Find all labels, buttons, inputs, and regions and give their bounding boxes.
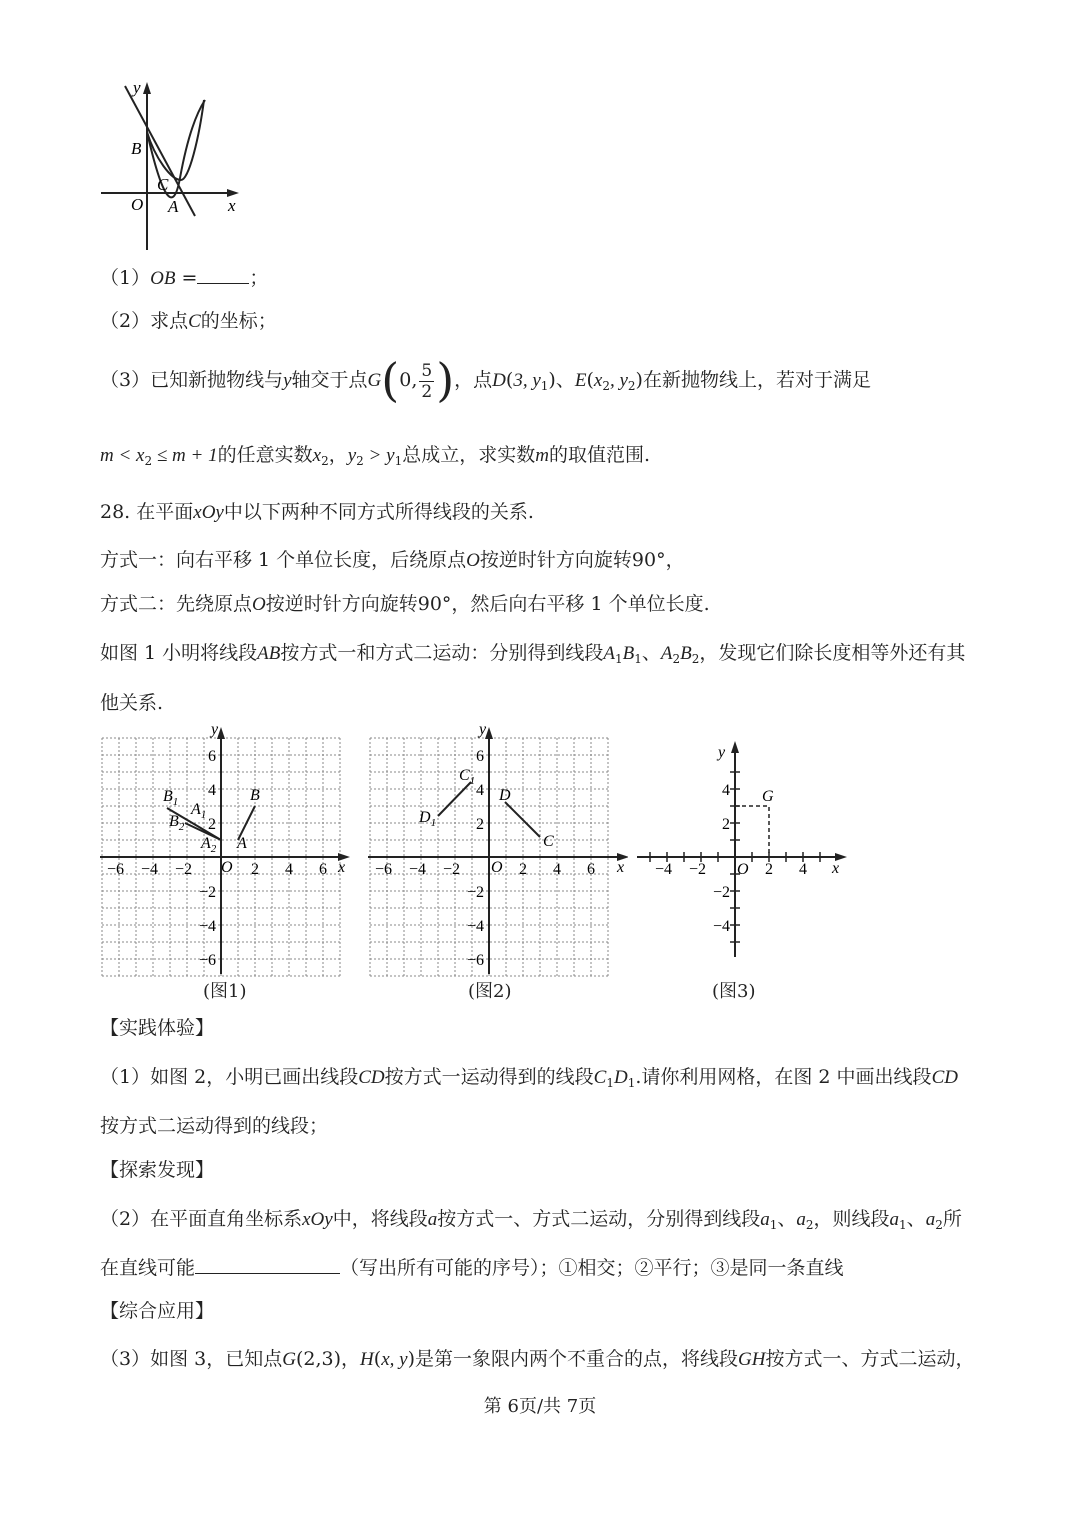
fig3-ytick: 4 (722, 782, 730, 799)
fig1-ytick: 4 (208, 782, 216, 799)
fig3-xtick: 2 (765, 861, 773, 878)
fig3-label-y: y (718, 744, 726, 761)
section-explore-heading: 【探索发现】 (100, 1159, 215, 1181)
fig2-label-d1: $D_1$ (419, 809, 437, 829)
figure-1 (95, 722, 355, 977)
q27-p1-eq: = (181, 267, 198, 289)
fig2-ytick: 4 (476, 782, 484, 799)
q27-p3-mid2: ，点 (454, 369, 493, 391)
q27-p3-e: E (574, 370, 587, 391)
q27-p3-end: 在新抛物线上，若对于满足 (642, 369, 871, 391)
fig2-label-d: D (499, 787, 511, 804)
q28-way1: 方式一：向右平移 1 个单位长度，后绕原点O按逆时针方向旋转90°， (100, 549, 685, 571)
fig1-label-a2: $A_2$ (201, 835, 217, 855)
fig3-caption: (图3) (712, 981, 756, 1002)
section-practice-heading: 【实践体验】 (100, 1017, 215, 1039)
fig2-label-c1: $C_1$ (459, 767, 476, 787)
fig1-xtick: 2 (251, 861, 259, 878)
label-b: B (131, 139, 142, 158)
q28-s2-answer-blank[interactable] (195, 1273, 340, 1274)
page-footer: 第 6页/共 7页 (483, 1396, 597, 1417)
fig1-xtick: 6 (319, 861, 327, 878)
q27-p1-end: ； (249, 267, 269, 289)
fig1-caption: (图1) (203, 981, 247, 1002)
parabola-figure (95, 78, 255, 253)
q28-s1-line1: （1）如图 2，小明已画出线段CD按方式一运动得到的线段$C_1D_1$.请你利用网格，在图 2 中画出线段CD (100, 1066, 958, 1090)
q27-p3-y: y (283, 370, 292, 391)
fig2-label-c: C (543, 833, 554, 850)
q27-p3-mid1: 轴交于点 (291, 369, 368, 391)
fig3-g-dashed (735, 806, 769, 857)
fig2-ytick: −6 (467, 952, 485, 969)
figure-2 (363, 722, 628, 977)
fig2-ytick: −2 (467, 884, 485, 901)
fig1-ytick: 2 (208, 816, 216, 833)
fig2-xtick: 6 (587, 861, 595, 878)
q27-part2 (100, 306, 277, 333)
fig2-label-o: O (491, 859, 503, 876)
fig3-label-o: O (737, 861, 749, 878)
q27-p2-c: C (188, 311, 201, 332)
q28-way2: 方式二：先绕原点O按逆时针方向旋转90°，然后向右平移 1 个单位长度. (100, 593, 710, 615)
label-c: C (157, 175, 169, 194)
fig1-ytick: 6 (208, 748, 216, 765)
fig2-ytick: 2 (476, 816, 484, 833)
label-y: y (133, 78, 141, 97)
q27-p2-text: （2）求点 (100, 310, 189, 332)
fig1-xtick: 4 (285, 861, 293, 878)
label-o: O (131, 195, 144, 214)
q28-fig1-desc-line2: 他关系. (100, 692, 164, 714)
q28-intro: 28. 在平面xOy中以下两种不同方式所得线段的关系. (100, 501, 534, 523)
q27-p2-post: 的坐标； (200, 310, 277, 332)
fig3-xtick: −2 (689, 861, 707, 878)
fig1-label-o: O (221, 859, 233, 876)
fig2-xtick: −4 (409, 861, 427, 878)
fig2-caption: (图2) (468, 981, 512, 1002)
q28-s2-line1: （2）在平面直角坐标系xOy中，将线段a按方式一、方式二运动，分别得到线段$a_1$、$a_2$，则线段$a_1$、$a_2$所 (100, 1208, 962, 1232)
q27-part1 (100, 263, 268, 290)
fig1-label-y: y (211, 722, 219, 738)
fig1-ytick: −6 (199, 952, 217, 969)
fig3-ytick: 2 (722, 816, 730, 833)
section-apply-heading: 【综合应用】 (100, 1300, 215, 1322)
fig3-ytick: −2 (713, 884, 731, 901)
fig3-label-x: x (832, 860, 840, 877)
fig1-xtick: −2 (175, 861, 193, 878)
fig2-label-y: y (479, 722, 487, 738)
fig3-xtick: −4 (655, 861, 673, 878)
fig1-ytick: −4 (199, 918, 217, 935)
fig2-xtick: −6 (375, 861, 393, 878)
q27-part3-line2: $m < x_2 \le m + 1$的任意实数$x_2$，$y_2 > y_1$总成立，求实数m的取值范围. (100, 444, 650, 468)
q28-s2-line2: 在直线可能 （写出所有可能的序号）；①相交；②平行；③是同一条直线 (100, 1257, 844, 1279)
fig3-ytick: −4 (713, 918, 731, 935)
q28-s3-line1: （3）如图 3，已知点G(2,3)，H(x, y)是第一象限内两个不重合的点，将线段GH按方式一、方式二运动， (100, 1348, 975, 1370)
fig1-label-b: B (250, 787, 260, 804)
fig1-xtick: −4 (141, 861, 159, 878)
fig2-label-x: x (617, 859, 625, 876)
fig2-xtick: 2 (519, 861, 527, 878)
q28-fig1-desc: 如图 1 小明将线段AB按方式一和方式二运动：分别得到线段$A_1B_1$、$A_2B_2$，发现它们除长度相等外还有其 (100, 642, 966, 666)
q27-p3-g0: 0, (399, 369, 418, 391)
figure-3 (632, 735, 852, 965)
q27-part3: （3）已知新抛物线与y轴交于点G(0, $\frac{5}{2}$ )，点D(3, $y_1$)、$E(x_2$, $y_2$)在新抛物线上，若对于满足 (100, 353, 871, 407)
fig1-label-a: A (237, 835, 247, 852)
fig1-label-b2: $B_2$ (169, 813, 185, 833)
fig1-label-x: x (338, 859, 346, 876)
fig2-xtick: 4 (553, 861, 561, 878)
q27-p3-pre: （3）已知新抛物线与 (100, 369, 284, 391)
label-a: A (168, 197, 179, 216)
fig3-label-g: G (762, 788, 774, 805)
fig1-label-a1: $A_1$ (191, 801, 207, 821)
q27-p3-dargs: 3, y (513, 370, 541, 391)
q27-p1-answer-blank[interactable] (197, 283, 249, 284)
label-x: x (228, 196, 236, 215)
fig1-xtick: −6 (107, 861, 125, 878)
q27-p1-number: （1） (100, 267, 151, 289)
q27-p3-g: G (367, 370, 382, 391)
q27-p3-fraction: $\frac{5}{2}$ (421, 360, 433, 402)
q28-s1-line2: 按方式二运动得到的线段； (100, 1115, 329, 1137)
fig2-ytick: −4 (467, 918, 485, 935)
fig3-xtick: 4 (799, 861, 807, 878)
fig1-label-b1: $B_1$ (163, 788, 179, 808)
q27-p3-d: D (492, 370, 506, 391)
fig2-xtick: −2 (443, 861, 461, 878)
fig1-ytick: −2 (199, 884, 217, 901)
fig2-ytick: 6 (476, 748, 484, 765)
q27-p1-ob: OB (150, 268, 176, 289)
